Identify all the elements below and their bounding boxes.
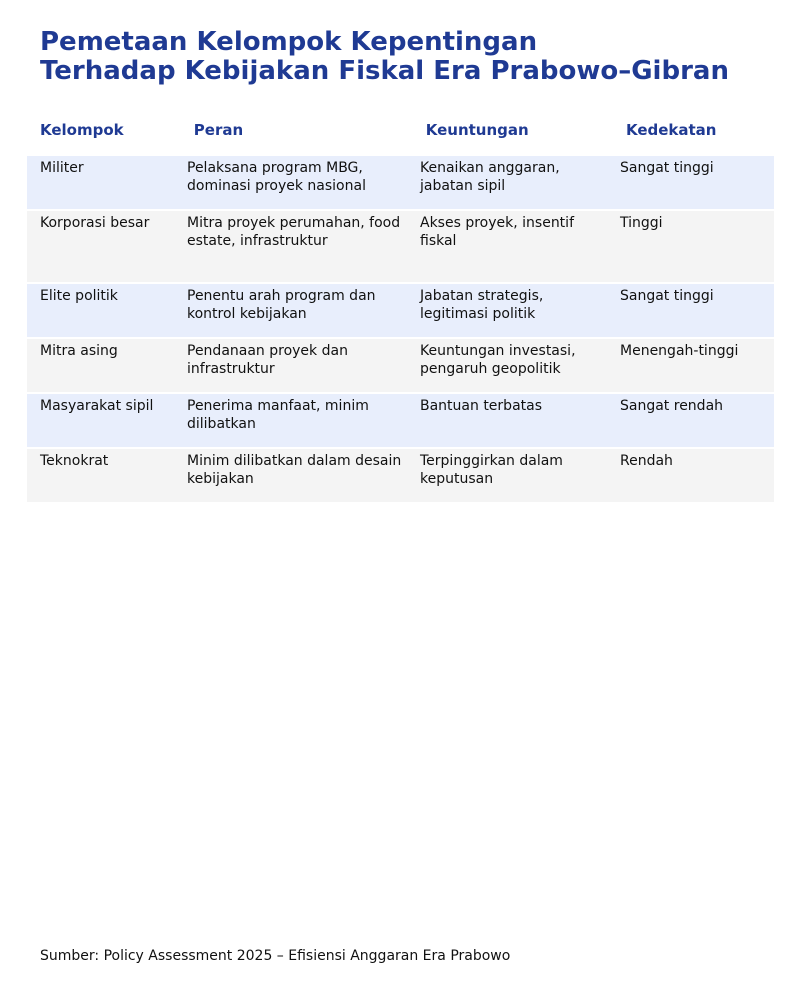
cell-keuntungan: Bantuan terbatas xyxy=(420,398,543,414)
page-title xyxy=(40,28,790,86)
cell-peran: Pendanaan proyek dan infrastruktur xyxy=(187,343,348,377)
cell-peran: Penerima manfaat, minim dilibatkan xyxy=(187,398,369,432)
cell-kedekatan: Tinggi xyxy=(620,215,663,231)
table-header-row xyxy=(27,118,774,154)
source-note: Sumber: Policy Assessment 2025 – Efisiensi Anggaran Era Prabowo xyxy=(40,948,511,964)
table-row xyxy=(27,394,774,447)
cell-peran: Minim dilibatkan dalam desain kebijakan xyxy=(187,453,402,487)
column-header-keuntungan: Keuntungan xyxy=(425,121,529,139)
cell-keuntungan: Terpinggirkan dalam keputusan xyxy=(420,453,563,487)
cell-peran: Mitra proyek perumahan, food estate, infrastruktur xyxy=(187,215,401,249)
cell-peran: Penentu arah program dan kontrol kebijakan xyxy=(187,288,376,322)
cell-kelompok: Elite politik xyxy=(40,288,118,304)
cell-keuntungan: Jabatan strategis, legitimasi politik xyxy=(420,288,544,322)
cell-kelompok: Masyarakat sipil xyxy=(40,398,154,414)
table-row xyxy=(27,284,774,337)
cell-kelompok: Korporasi besar xyxy=(40,215,150,231)
cell-peran: Pelaksana program MBG, dominasi proyek nasional xyxy=(187,160,366,194)
cell-kedekatan: Sangat tinggi xyxy=(620,288,714,304)
cell-keuntungan: Akses proyek, insentif fiskal xyxy=(420,215,574,249)
cell-kelompok: Teknokrat xyxy=(40,453,109,469)
cell-kelompok: Mitra asing xyxy=(40,343,118,359)
column-header-peran: Peran xyxy=(193,121,244,139)
cell-kedekatan: Sangat tinggi xyxy=(620,160,714,176)
cell-keuntungan: Kenaikan anggaran, jabatan sipil xyxy=(420,160,560,194)
table-row xyxy=(27,339,774,392)
cell-kedekatan: Rendah xyxy=(620,453,673,469)
interest-group-table xyxy=(27,118,774,502)
table-row xyxy=(27,211,774,282)
table-row xyxy=(27,156,774,209)
column-header-kedekatan: Kedekatan xyxy=(625,121,717,139)
cell-kedekatan: Sangat rendah xyxy=(620,398,724,414)
page-title-line-1: Pemetaan Kelompok Kepentingan xyxy=(40,27,538,57)
column-header-kelompok: Kelompok xyxy=(40,121,124,139)
table-row xyxy=(27,449,774,502)
cell-keuntungan: Keuntungan investasi, pengaruh geopolitik xyxy=(420,343,576,377)
cell-kelompok: Militer xyxy=(40,160,84,176)
cell-kedekatan: Menengah-tinggi xyxy=(620,343,739,359)
page-title-line-2: Terhadap Kebijakan Fiskal Era Prabowo–Gibran xyxy=(40,56,729,86)
